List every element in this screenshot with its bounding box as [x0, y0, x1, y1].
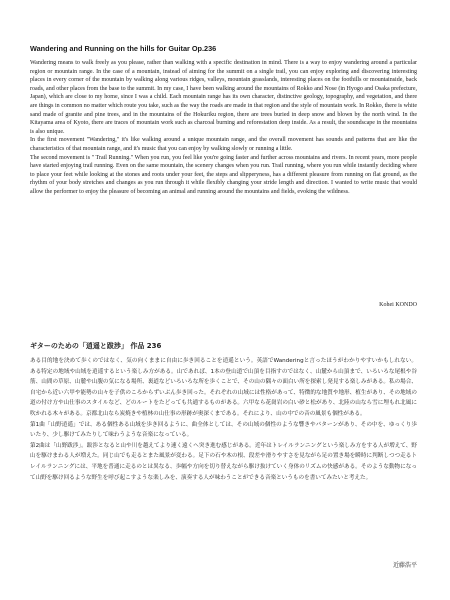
japanese-paragraph: 第1曲「山野逍遥」では、ある個性ある山域を歩き回るように、曲全体としては、その山域の個性のような響きやパターンがあり、その中を、ゆっくり歩いたり、少し駆けてみたりして味わうような音楽になっている。 [30, 421, 417, 439]
japanese-author: 近藤浩平 [392, 562, 417, 569]
japanese-paragraph: ある目的地を決めて歩くのではなく、気の向くままに自由に歩き回ることを逍遥という。英語でWanderingと言ったほうがわかりやすいかもしれない。ある特定の地域や山域を逍遥するという楽しみ方がある。山であれば、1本の登山道で山頂を目指すのではなく、山麓から山頂まで、いろいろな尾根や谷筋、山間の草原、山麓や山腹の気になる場所、裏道などいろいろな所を歩くことで、その山の隅々の面白い所を探索し発見する楽しみがある。私の場合、自宅から近い六甲や能勢の山々を子供のころからずいぶん歩き回った。それぞれの山域には性格があって、特徴的な地質や地形、植生があり、その地域の道の付け方や山仕事のスタイルなど、どのルートをたどっても共通するものがある。六甲なら花崗岩の白い砂と松があり、北陸の山なら雪に埋もれ北風に吹かれる木々がある。京都北山なら炭焼きや植林の山仕事の形跡が奥深くまである。それにより、山の中での音の風景も個性がある。 [30, 358, 417, 417]
english-author: Kohei KONDO [379, 302, 417, 308]
japanese-title: ギターのための「逍遥と跋渉」 作品 236 [30, 342, 162, 350]
english-paragraph: The second movement is " Trail Running." When you run, you feel like you're going faster and further across mountains and rivers. In recent years, more people have started enjoying trail running. Even on the same mountain, the scenery changes when you run. Trail running, where you run while instantly deciding where to place your feet while looking at the stones and roots under your feet, the steps and slipperyness, has a different pleasure from running on flat ground, as the rhythm of your body stretches and changes as you run through it while flexibly changing your stride length and direction. I wanted to write music that would allow the performer to enjoy the pleasure of becoming an animal and running around the mountains and fields, evoking the wildness. [30, 154, 417, 195]
japanese-body [30, 356, 417, 483]
english-title: Wandering and Running on the hills for Guitar Op.236 [30, 44, 217, 53]
english-paragraph: In the first movement "Wandering," it's like walking around a unique mountain range, and the overall movement has sounds and patterns that are like the characteristics of that mountain range, and it's music that you can enjoy by walking slowly or running a little. [30, 137, 417, 152]
english-paragraph: Wandering means to walk freely as you please, rather than walking with a specific destination in mind. There is a way to enjoy wandering around a particular region or mountain range. In the case of a mountain, instead of aiming for the summit on a single trail, you can enjoy exploring and discovering interesting places in every corner of the mountain by walking along various ridges, valleys, mountain grasslands, interesting places on the foothills or mountainside, back roads, and other places from the base to the summit. In my case, I have been walking around the mountains of Rokko and Nose (in Hyogo and Osaka prefecture, Japan), which are close to my home, since I was a child. Each mountain range has its own character, distinctive geology, topography, and vegetation, and there are things in common no matter which route you take, such as the way the roads are made in that region and the style of mountain work. In Rokko, there is white sand made of granite and pine trees, and in the mountains of the Hokuriku region, there are trees buried in deep snow and blown by the north wind. In the Kitayama area of Kyoto, there are traces of mountain work such as charcoal burning and reforestation deep inside. As a result, the soundscape in the mountains is also unique. [30, 60, 417, 135]
japanese-paragraph: 第2曲は「山野跋渉」。跋渉となると山や川を越えてより速く遠くへ突き進む感じがある。近年はトレイルランニングという楽しみ方をする人が増えて、野山を駆けまわる人が増えた。同じ山でも走るとまた風景が変わる。足下の石や木の根、段差や滑りやすさを見ながら足の置き場を瞬時に判断しつつ走るトレイルランニングには、平地を普通に走るのとは異なる、歩幅や方向を切り替えながら駆け抜けていく身体のリズムの快感がある。そのような動物になって山野を駆け回るような野生を呼び起こすような楽しみを、演奏する人が味わうことができる音楽というものを書いてみたいと考えた。 [30, 442, 417, 481]
english-body [30, 59, 417, 197]
